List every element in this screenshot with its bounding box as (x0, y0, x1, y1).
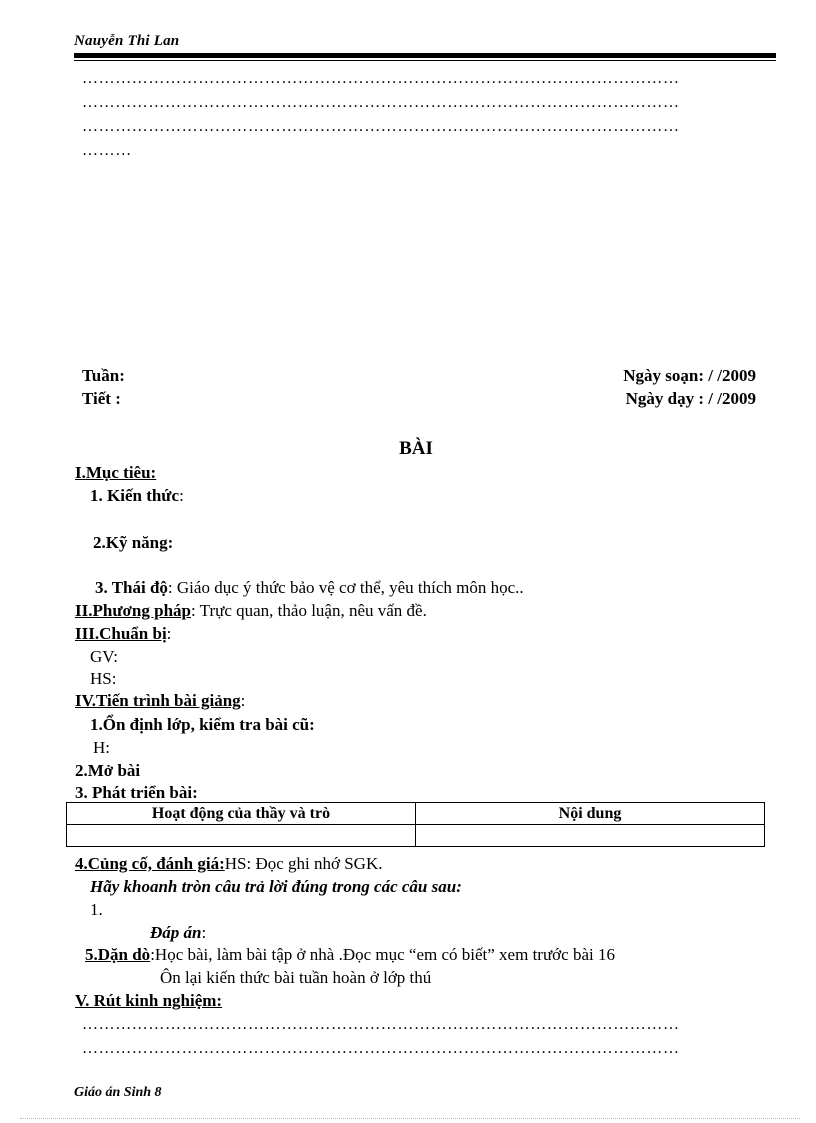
circle-instruction: Hãy khoanh tròn câu trả lời đúng trong các câu sau: (90, 877, 462, 896)
table-cell (416, 825, 765, 847)
answer-line (150, 923, 206, 943)
table-row (67, 825, 765, 847)
table-header-activity: Hoạt động của thầy và trò (67, 803, 416, 825)
teach-date: Ngày dạy : / /2009 (625, 389, 756, 408)
step5-text: :Học bài, làm bài tập ở nhà .Đọc mục “em có biết” xem trước bài 16 (150, 945, 615, 964)
lesson-title: BÀI (399, 438, 433, 459)
footer-text: Giáo án Sinh 8 (74, 1085, 162, 1100)
question-item: 1. (90, 900, 103, 919)
header-rule-thick (74, 53, 776, 58)
dotted-line: ……………………………………………………………………………………………… (82, 70, 680, 87)
skills-label: 2.Kỹ năng: (93, 533, 174, 552)
method-line (75, 601, 427, 621)
step5-label: 5.Dặn dò (85, 945, 151, 964)
objectives-heading: I.Mục tiêu: (75, 463, 157, 482)
attitude-line (95, 578, 524, 598)
header-rule-thin (74, 60, 776, 61)
activity-table (66, 802, 765, 847)
table-cell (67, 825, 416, 847)
week-label: Tuần: (82, 366, 125, 385)
prepare-date: Ngày soạn: / /2009 (623, 366, 756, 385)
process-label: IV.Tiến trình bài giảng (75, 691, 241, 710)
hs-label: HS: (90, 669, 117, 688)
h-label: H: (93, 738, 110, 757)
period-label: Tiết : (82, 389, 121, 408)
method-label: II.Phương pháp (75, 601, 192, 620)
table-header-content: Nội dung (416, 803, 765, 825)
dotted-line: ……………………………………………………………………………………………… (82, 94, 680, 111)
step2-label: 2.Mở bài (75, 761, 141, 780)
dotted-line: ……………………………………………………………………………………………… (82, 118, 680, 135)
method-text: : Trực quan, thảo luận, nêu vấn đề. (191, 601, 427, 620)
prep-colon: : (166, 624, 172, 643)
dotted-line: ……………………………………………………………………………………………… (82, 1016, 680, 1033)
experience-heading: V. Rút kinh nghiệm: (75, 991, 223, 1010)
step5-text2: Ôn lại kiến thức bài tuần hoàn ở lớp thú (160, 968, 432, 987)
prep-line (75, 624, 171, 644)
process-colon: : (240, 691, 246, 710)
step4-text: HS: Đọc ghi nhớ SGK. (224, 854, 383, 873)
knowledge-colon: : (179, 486, 184, 505)
step1-label: 1.Ổn định lớp, kiểm tra bài cũ: (90, 715, 315, 734)
footer-rule (20, 1118, 800, 1119)
gv-label: GV: (90, 647, 119, 666)
prep-label: III.Chuẩn bị (75, 624, 167, 643)
attitude-label: 3. Thái độ (95, 578, 168, 597)
step4-line (75, 854, 382, 874)
table-header-row (67, 803, 765, 825)
knowledge-line (90, 486, 184, 506)
step4-label: 4.Củng cố, đánh giá: (75, 854, 225, 873)
dotted-line: ……… (82, 142, 132, 159)
answer-colon: : (201, 923, 207, 942)
attitude-text: : Giáo dục ý thức bảo vệ cơ thể, yêu thích môn học.. (167, 578, 524, 597)
answer-label: Đáp án (150, 923, 202, 942)
step5-line (75, 945, 615, 965)
step3-label: 3. Phát triển bài: (75, 783, 198, 802)
dotted-line: ……………………………………………………………………………………………… (82, 1040, 680, 1057)
knowledge-label: 1. Kiến thức (90, 486, 180, 505)
process-line (75, 691, 245, 711)
header-author: Nauyễn Thi Lan (74, 33, 180, 49)
